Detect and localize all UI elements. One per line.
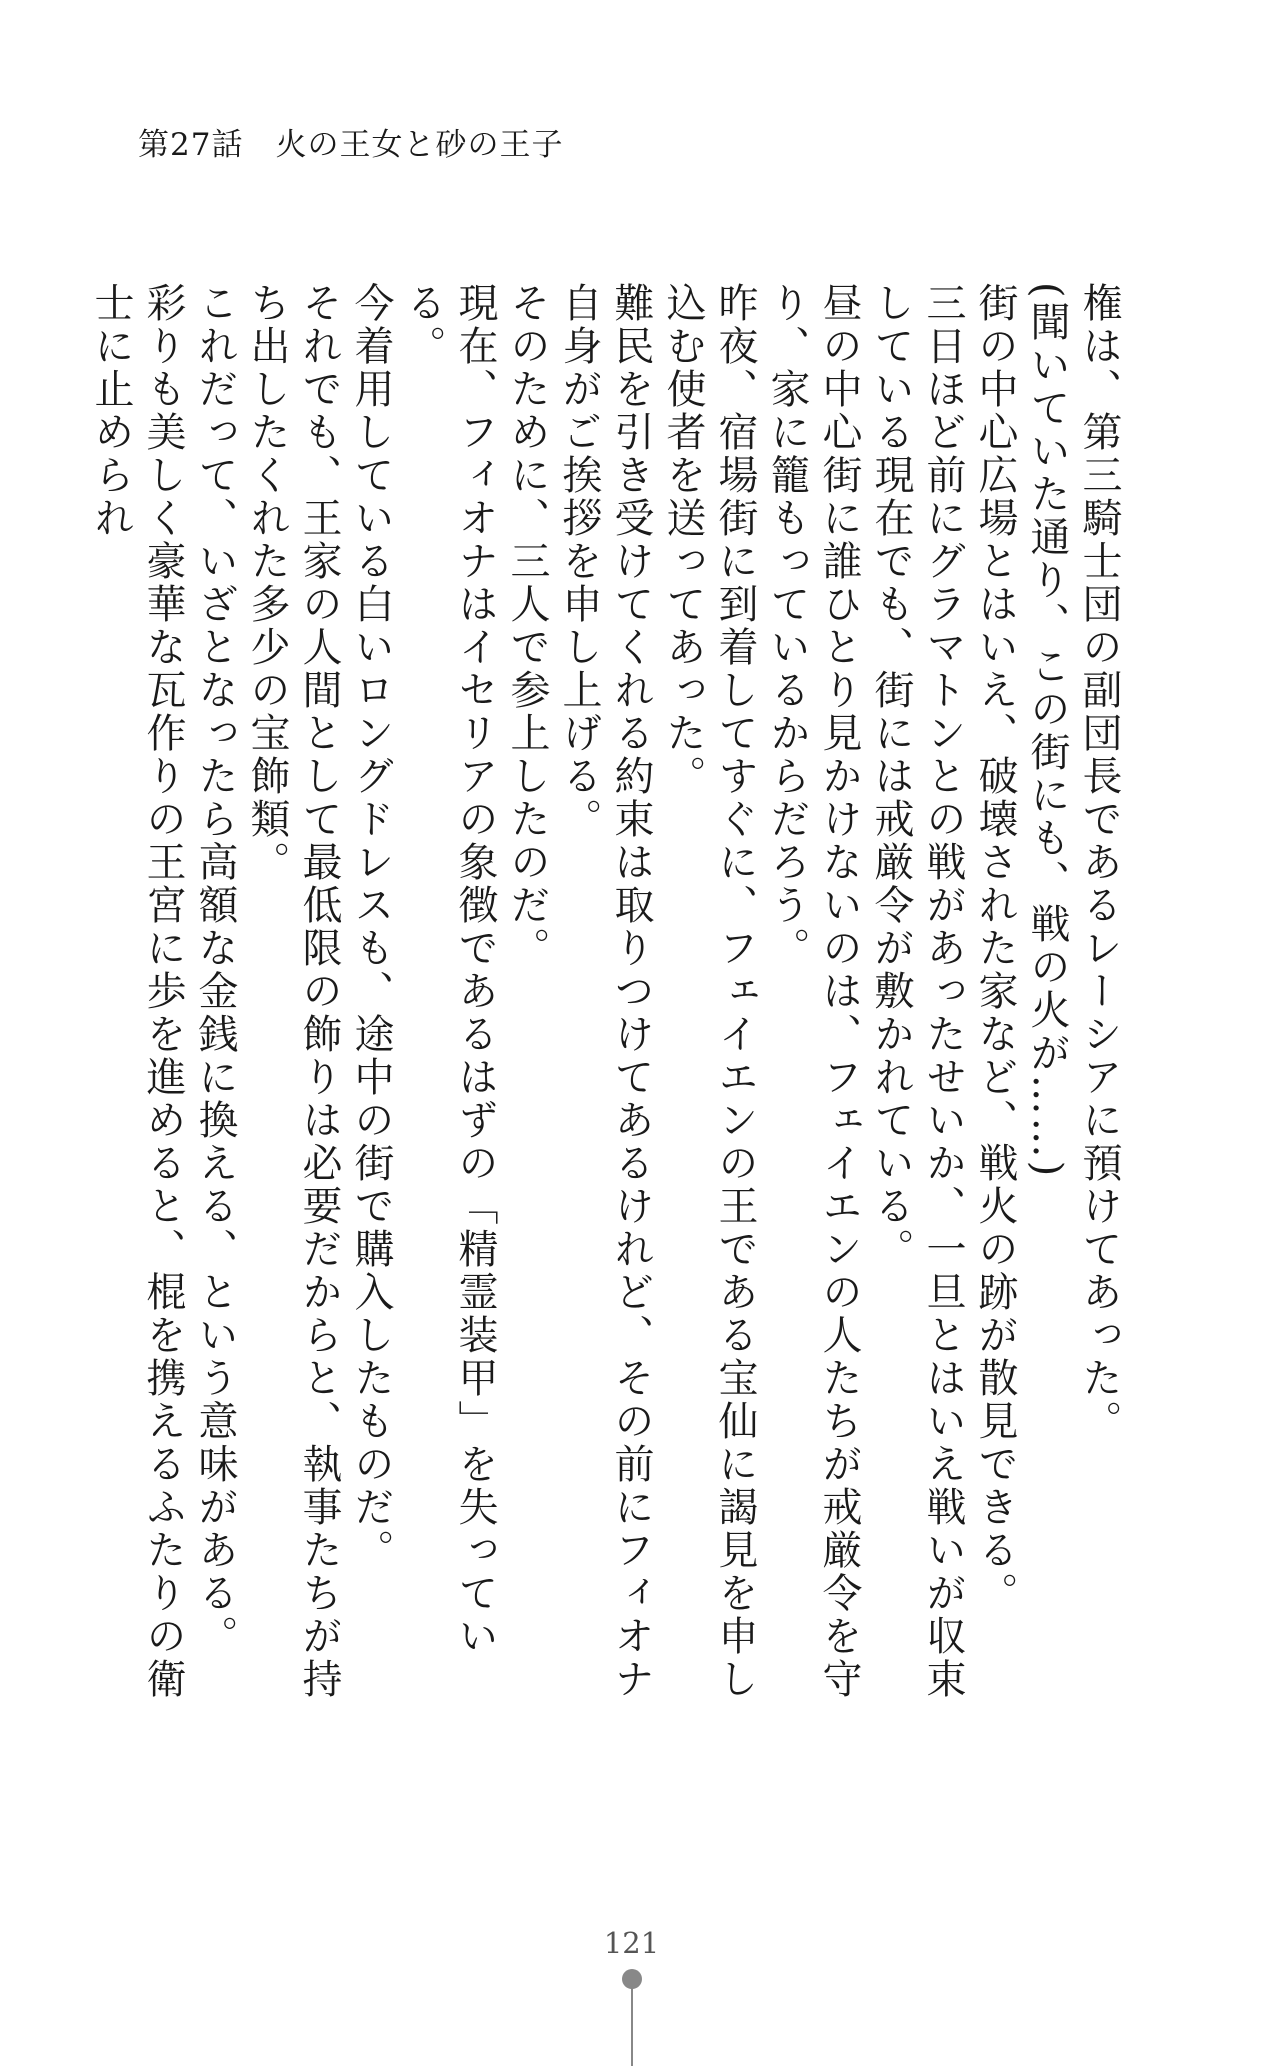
paragraph: それでも、王家の人間として最低限の飾りは必要だからと、執事たちが持ち出したくれた多少の宝飾類。 xyxy=(244,282,342,1701)
paragraph: 現在、フィオナはイセリアの象徴であるはずの「精霊装甲」を失っている。 xyxy=(400,282,498,1658)
paragraph: 三日ほど前にグラマトンとの戦があったせいか、一旦とはいえ戦いが収束している現在でも、街には戒厳令が敷かれている。 xyxy=(868,282,966,1701)
paragraph: 難民を引き受けてくれる約束は取りつけてあるけれど、その前にフィオナ自身がご挨拶を申し上げる。 xyxy=(556,282,654,1701)
paragraph: 彩りも美しく豪華な瓦作りの王宮に歩を進めると、棍を携えるふたりの衛士に止められ xyxy=(88,282,186,1701)
chapter-title: 第27話 火の王女と砂の王子 xyxy=(138,127,564,163)
paragraph: 昼の中心街に誰ひとり見かけないのは、フェイエンの人たちが戒厳令を守り、家に籠もっているからだろう。 xyxy=(764,282,862,1701)
paragraph: 街の中心広場とはいえ、破壊された家など、戦火の跡が散見できる。 xyxy=(972,282,1018,1615)
paragraph: (聞いていた通り、この街にも、戦の火が……) xyxy=(1024,282,1070,1180)
paragraph: そのために、三人で参上したのだ。 xyxy=(504,282,550,970)
body-text xyxy=(88,282,1125,1702)
paragraph: これだって、いざとなったら高額な金銭に換える、という意味がある。 xyxy=(192,282,238,1658)
paragraph: 昨夜、宿場街に到着してすぐに、フェイエンの王である宝仙に謁見を申し込む使者を送ってあった。 xyxy=(660,282,758,1701)
folio-marker xyxy=(631,1978,633,2066)
paragraph: 権は、第三騎士団の副団長であるレーシアに預けてあった。 xyxy=(1076,282,1122,1443)
folio-line xyxy=(631,1986,633,2066)
page-number: 121 xyxy=(603,1926,660,1960)
paragraph: 今着用している白いロングドレスも、途中の街で購入したものだ。 xyxy=(348,282,394,1572)
